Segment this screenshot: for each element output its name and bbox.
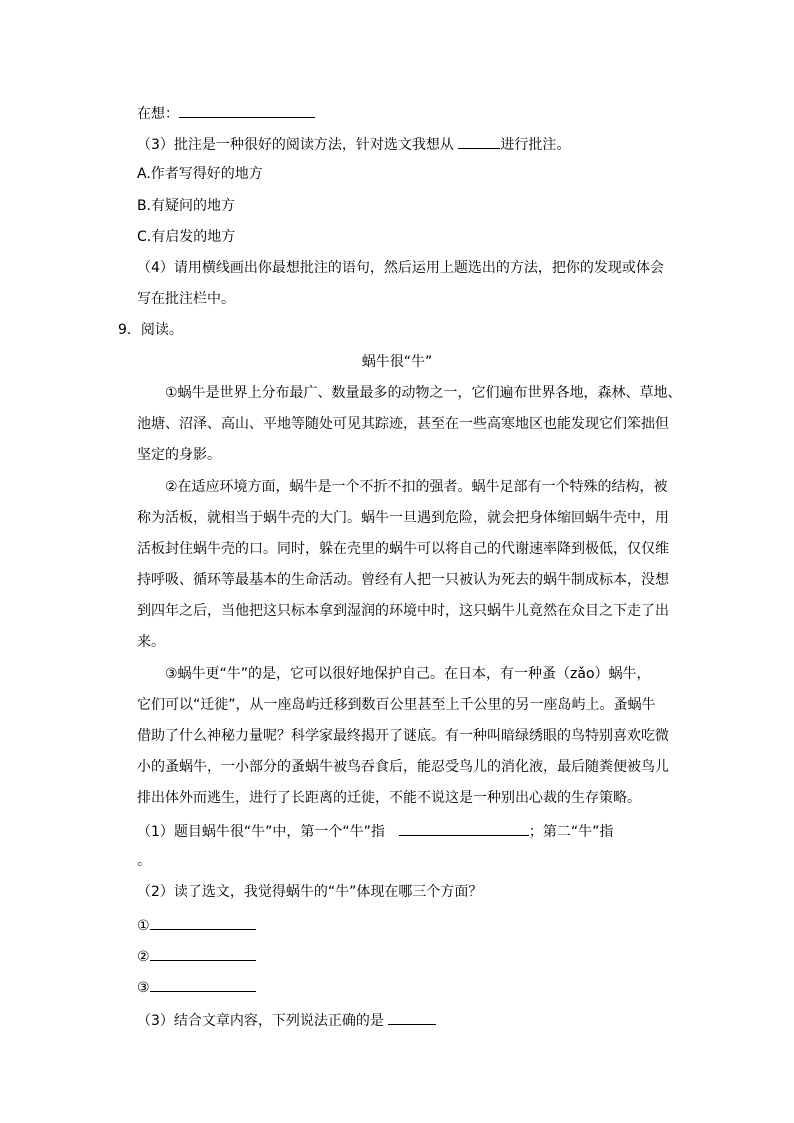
q3-text: （3）批注是一种很好的阅读方法，针对选文我想从 <box>137 137 459 153</box>
answer-blank[interactable] <box>150 976 256 992</box>
answer-line-1 <box>137 914 256 934</box>
answer-blank[interactable] <box>399 820 529 836</box>
mark: ① <box>137 918 150 934</box>
para3-line: 排出体外而逃生，进行了长距离的迁徙，不能不说这是一种别出心裁的生存策略。 <box>137 790 641 806</box>
sub1-end: 。 <box>137 853 151 869</box>
answer-blank[interactable] <box>388 1009 436 1025</box>
para3-line: 借助了什么神秘力量呢？科学家最终揭开了谜底。有一种叫暗绿绣眼的鸟特别喜欢吃微 <box>137 728 669 744</box>
mark: ② <box>137 949 150 965</box>
answer-blank[interactable] <box>150 945 256 961</box>
answer-line-2 <box>137 945 256 965</box>
para1-line: ①蜗牛是世界上分布最广、数量最多的动物之一，它们遍布世界各地，森林、草地、 <box>165 385 682 401</box>
answer-blank[interactable] <box>458 133 500 149</box>
para2-line: 到四年之后，当他把这只标本拿到湿润的环境中时，这只蜗牛儿竟然在众目之下走了出 <box>137 603 669 619</box>
question-3 <box>137 133 570 153</box>
para2-line: 活板封住蜗牛壳的口。同时，躲在壳里的蜗牛可以将自己的代谢速率降到极低，仅仅维 <box>137 541 669 557</box>
sub-question-3 <box>137 1009 436 1029</box>
label: 在想： <box>137 106 179 122</box>
answer-blank[interactable] <box>179 102 315 118</box>
para1-line: 坚定的身影。 <box>137 447 221 463</box>
sub1-text: （1）题目蜗牛很“牛”中，第一个“牛”指 <box>137 824 399 840</box>
para2-line: 持呼吸、循环等最基本的生命活动。曾经有人把一只被认为死去的蜗牛制成标本，没想 <box>137 572 669 588</box>
q3-text-end: 进行批注。 <box>500 137 571 153</box>
para2-line: 来。 <box>137 634 165 650</box>
mark: ③ <box>137 980 150 996</box>
article-title: 蜗牛很“牛” <box>361 354 433 370</box>
think-line <box>137 102 315 122</box>
question-4-cont: 写在批注栏中。 <box>137 291 235 307</box>
question-9-heading: 9．阅读。 <box>118 322 183 338</box>
sub3-text: （3）结合文章内容，下列说法正确的是 <box>137 1013 389 1029</box>
answer-line-3 <box>137 976 256 996</box>
question-4: （4）请用横线画出你最想批注的语句，然后运用上题选出的方法，把你的发现或体会 <box>137 260 664 276</box>
para3-line: 它们可以“迁徙”，从一座岛屿迁移到数百公里甚至上千公里的另一座岛屿上。蚤蜗牛 <box>137 697 656 713</box>
option-a: A.作者写得好的地方 <box>137 166 263 182</box>
para3-line: 小的蚤蜗牛，一小部分的蚤蜗牛被鸟吞食后，能忍受鸟儿的消化液，最后随粪便被鸟儿 <box>137 759 669 775</box>
para3-line: ③蜗牛更“牛”的是，它可以很好地保护自己。在日本，有一种蚤（zǎo）蜗牛， <box>165 666 651 682</box>
sub-question-1 <box>137 820 613 840</box>
para2-line: ②在适应环境方面，蜗牛是一个不折不扣的强者。蜗牛足部有一个特殊的结构，被 <box>165 479 668 495</box>
para1-line: 池塘、沼泽、高山、平地等随处可见其踪迹，甚至在一些高寒地区也能发现它们笨拙但 <box>137 416 669 432</box>
option-c: C.有启发的地方 <box>137 229 236 245</box>
answer-blank[interactable] <box>150 914 256 930</box>
sub-question-2: （2）读了选文，我觉得蜗牛的“牛”体现在哪三个方面？ <box>137 884 483 900</box>
sub1-text-mid: ；第二“牛”指 <box>528 824 614 840</box>
option-b: B.有疑问的地方 <box>137 198 236 214</box>
para2-line: 称为活板，就相当于蜗牛壳的大门。蜗牛一旦遇到危险，就会把身体缩回蜗牛壳中，用 <box>137 510 669 526</box>
